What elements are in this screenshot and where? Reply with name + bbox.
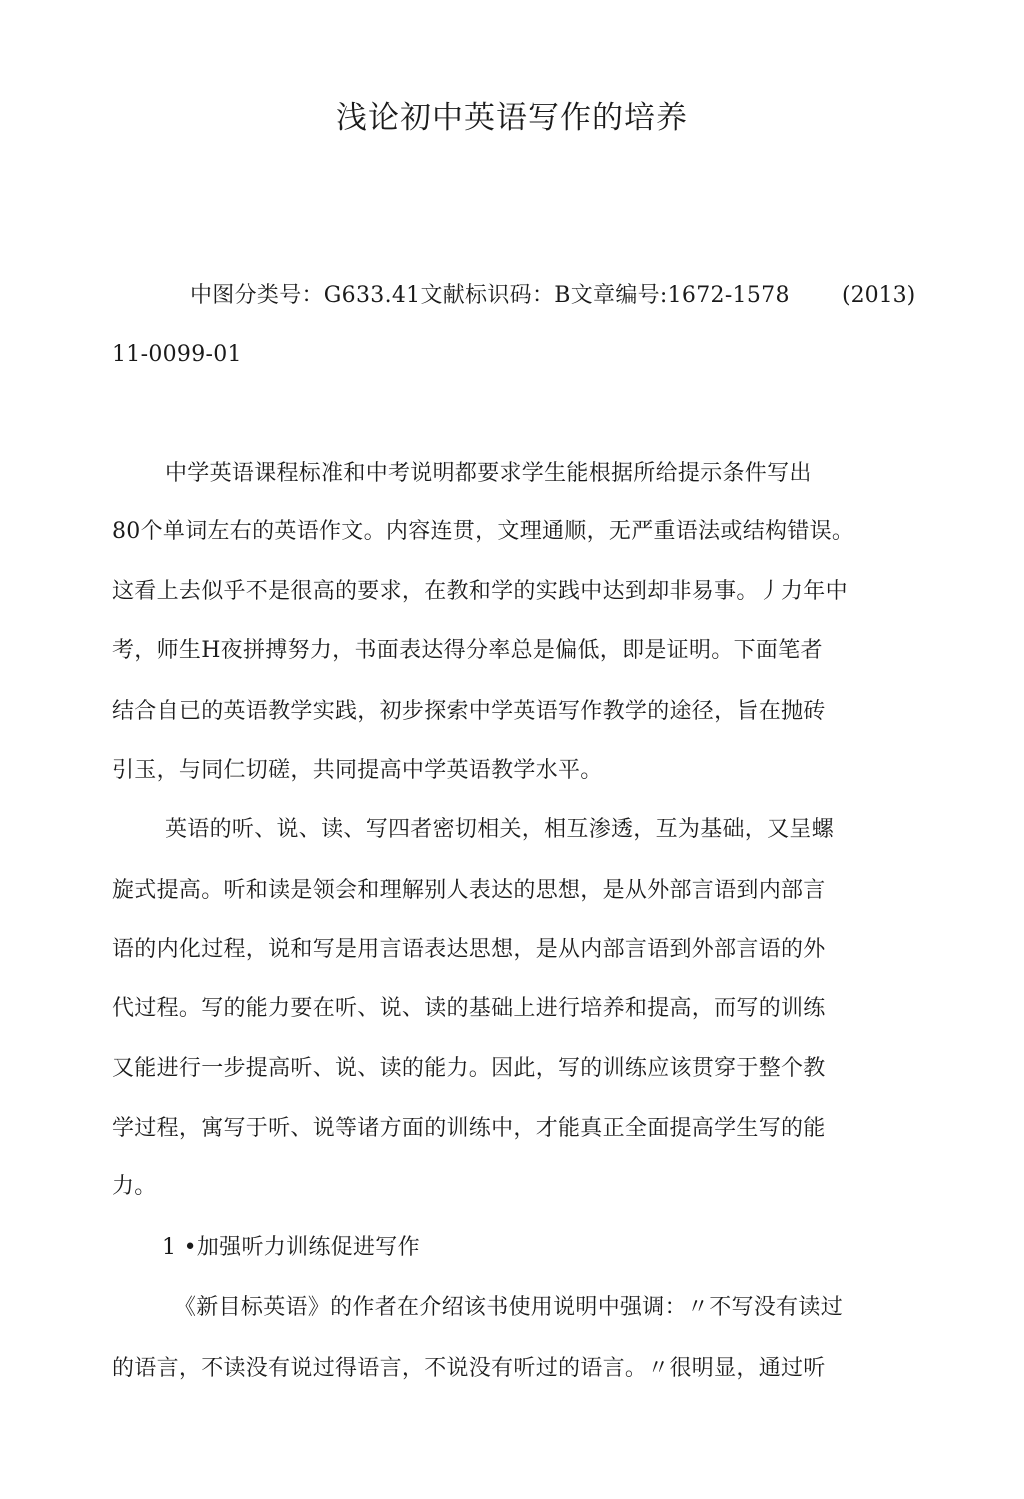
paragraph-3-line: 《新目标英语》的作者在介绍该书使用说明中强调：〃不写没有读过: [174, 1295, 844, 1320]
paragraph-1-line: 引玉，与同仁切磋，共同提高中学英语教学水平。: [112, 758, 603, 783]
paragraph-1-line: 中学英语课程标准和中考说明都要求学生能根据所给提示条件写出: [165, 461, 812, 486]
paragraph-1-line: 这看上去似乎不是很高的要求，在教和学的实践中达到却非易事。丿力年中: [112, 579, 848, 604]
paragraph-1-line: 考，师生H夜拼搏努力，书面表达得分率总是偏低，即是证明。下面笔者: [112, 638, 823, 663]
classification-line: 中图分类号：G633.41文献标识码：B文章编号:1672-1578: [190, 283, 790, 308]
paragraph-3-line: 的语言，不读没有说过得语言，不说没有听过的语言。〃很明显，通过听: [112, 1356, 826, 1381]
classification-year: (2013): [842, 283, 916, 308]
document-title: 浅论初中英语写作的培养: [336, 100, 688, 136]
paragraph-2-line: 力。: [112, 1174, 157, 1199]
classification-line-continued: 11-0099-01: [112, 342, 242, 367]
paragraph-2-line: 语的内化过程，说和写是用言语表达思想，是从内部言语到外部言语的外: [112, 937, 826, 962]
paragraph-2-line: 学过程，寓写于听、说等诸方面的训练中，才能真正全面提高学生写的能: [112, 1116, 826, 1141]
paragraph-2-line: 旋式提高。听和读是领会和理解别人表达的思想，是从外部言语到内部言: [112, 878, 826, 903]
paragraph-1-line: 80个单词左右的英语作文。内容连贯，文理通顺，无严重语法或结构错误。: [112, 519, 855, 544]
section-heading: 1 •加强听力训练促进写作: [162, 1235, 420, 1260]
paragraph-2-line: 英语的听、说、读、写四者密切相关，相互渗透，互为基础，又呈螺: [165, 817, 835, 842]
paragraph-2-line: 代过程。写的能力要在听、说、读的基础上进行培养和提高，而写的训练: [112, 996, 826, 1021]
paragraph-1-line: 结合自已的英语教学实践，初步探索中学英语写作教学的途径，旨在抛砖: [112, 699, 826, 724]
paragraph-2-line: 又能进行一步提高听、说、读的能力。因此，写的训练应该贯穿于整个教: [112, 1056, 826, 1081]
